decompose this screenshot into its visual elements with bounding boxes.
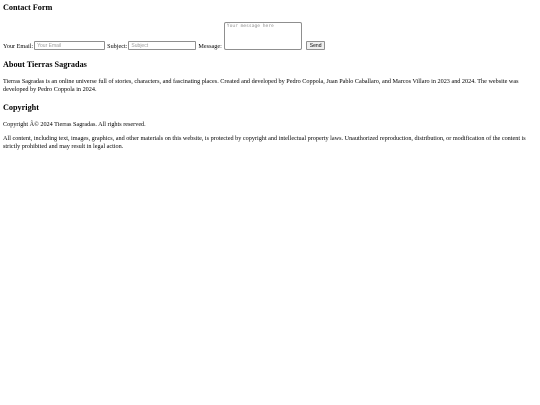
contact-form-title: Contact Form: [3, 3, 53, 12]
subject-label: Subject:: [107, 43, 128, 50]
message-textarea[interactable]: Your message here: [224, 22, 302, 50]
send-button[interactable]: Send: [306, 41, 326, 50]
about-text: Tierras Sagradas is an online universe full of stories, characters, and fascinating places. Created and developed by Pedro Coppola, Juan Pablo Caballaro, and Marcos Villaro in 2023 and 2024. The website was developed by Pedro Coppola in 2024.: [3, 78, 519, 93]
about-title: About Tierras Sagradas: [3, 60, 87, 69]
page: [0, 0, 540, 151]
contact-form: [3, 15, 537, 50]
email-field[interactable]: Your Email: [34, 41, 105, 50]
copyright-line: Copyright Â© 2024 Tierras Sagradas. All rights reserved.: [3, 121, 146, 128]
copyright-text: All content, including text, images, graphics, and other materials on this website, is protected by copyright and intellectual property laws. Unauthorized reproduction, distribution, or modification of the content is strictly prohibited and may result in legal action.: [3, 135, 526, 150]
message-label: Message:: [198, 43, 222, 50]
subject-field[interactable]: Subject: [128, 41, 196, 50]
copyright-title: Copyright: [3, 103, 39, 112]
email-label: Your Email:: [3, 43, 34, 50]
